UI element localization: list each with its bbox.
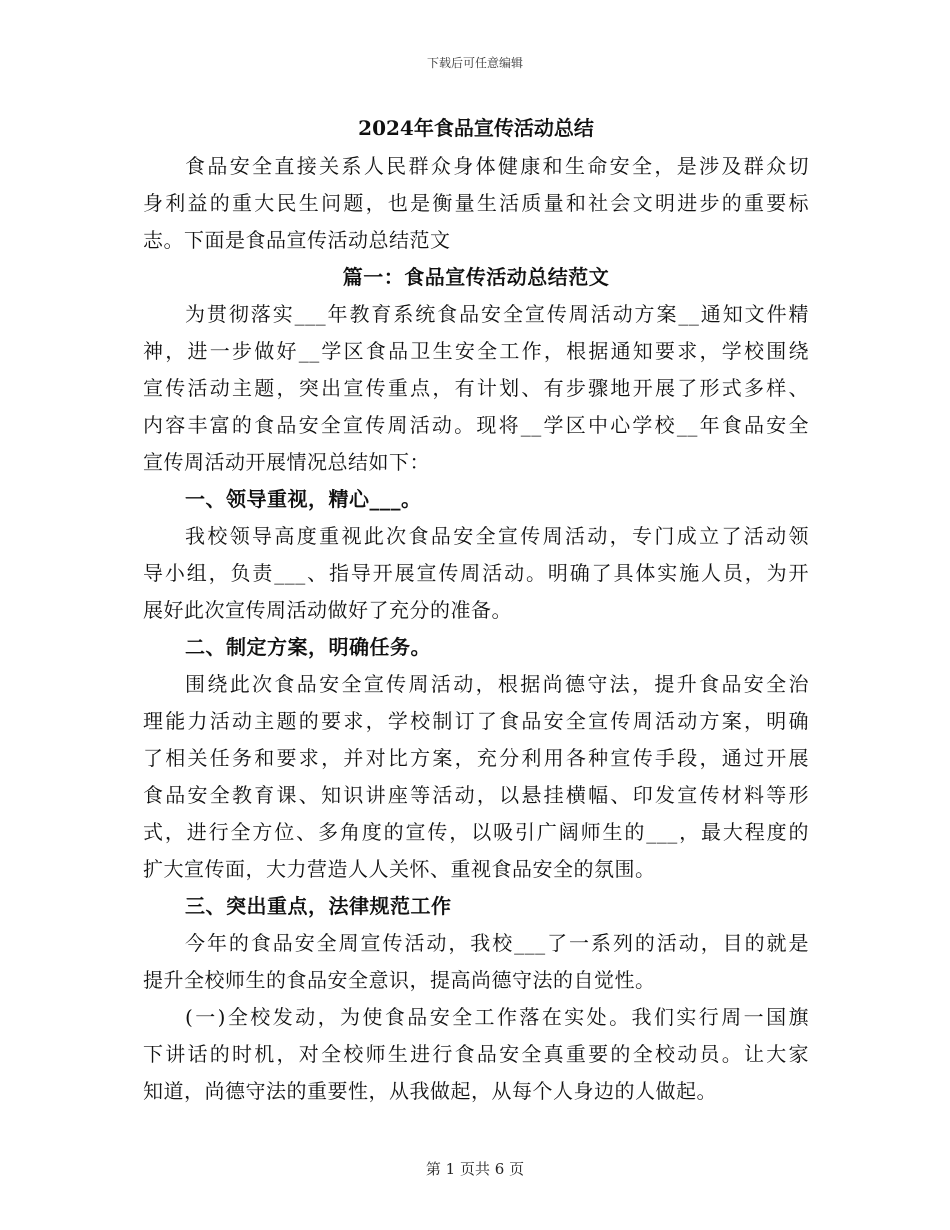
text-line: 了相关任务和要求，并对比方案，充分利用各种宣传手段，通过开展 <box>143 746 809 770</box>
paragraph-5 <box>143 999 809 1110</box>
text-line: 扩大宣传面，大力营造人人关怀、重视食品安全的氛围。 <box>143 857 656 881</box>
text-line: 理能力活动主题的要求，学校制订了食品安全宣传周活动方案，明确 <box>143 709 809 733</box>
text-line: 展好此次宣传周活动做好了充分的准备。 <box>143 598 512 622</box>
text-line: 神，进一步做好__学区食品卫生安全工作，根据通知要求，学校围绕 <box>143 339 809 363</box>
text-line: 为贯彻落实___年教育系统食品安全宣传周活动方案__通知文件精 <box>185 302 809 326</box>
text-line: 知道，尚德守法的重要性，从我做起，从每个人身边的人做起。 <box>143 1079 717 1103</box>
text-line: 导小组，负责___、指导开展宣传周活动。明确了具体实施人员，为开 <box>143 561 809 585</box>
text-line: 下讲话的时机，对全校师生进行食品安全真重要的全校动员。让大家 <box>143 1042 809 1066</box>
text-line: 今年的食品安全周宣传活动，我校___了一系列的活动，目的就是 <box>185 931 809 955</box>
text-line: 内容丰富的食品安全宣传周活动。现将__学区中心学校__年食品安全 <box>143 413 809 437</box>
text-line: 食品安全直接关系人民群众身体健康和生命安全，是涉及群众切 <box>185 154 809 178</box>
heading-3: 三、突出重点，法律规范工作 <box>185 894 452 918</box>
text-line: 志。下面是食品宣传活动总结范文 <box>143 228 451 252</box>
text-line: 式，进行全方位、多角度的宣传，以吸引广阔师生的___，最大程度的 <box>143 820 809 844</box>
heading-1: 一、领导重视，精心___。 <box>185 487 422 511</box>
paragraph-4 <box>143 925 809 999</box>
text-line: 身利益的重大民生问题，也是衡量生活质量和社会文明进步的重要标 <box>143 191 809 215</box>
section-title: 篇一：食品宣传活动总结范文 <box>342 265 610 289</box>
document-title: 2024年食品宣传活动总结 <box>358 116 594 140</box>
text-line: 食品安全教育课、知识讲座等活动，以悬挂横幅、印发宣传材料等形 <box>143 783 809 807</box>
page-footer-page-number: 第 1 页共 6 页 <box>425 1160 525 1178</box>
text-line: 围绕此次食品安全宣传周活动，根据尚德守法，提升食品安全治 <box>185 672 809 696</box>
text-line: 提升全校师生的食品安全意识，提高尚德守法的自觉性。 <box>143 968 656 992</box>
paragraph-2 <box>143 518 809 629</box>
text-line: (一)全校发动，为使食品安全工作落在实处。我们实行周一国旗 <box>185 1005 809 1029</box>
paragraph-3 <box>143 666 809 888</box>
heading-2: 二、制定方案，明确任务。 <box>185 635 431 659</box>
page-header-note: 下载后可任意编辑 <box>426 56 523 70</box>
document-body <box>143 108 809 1110</box>
text-line: 宣传周活动开展情况总结如下： <box>143 450 430 474</box>
text-line: 宣传活动主题，突出宣传重点，有计划、有步骤地开展了形式多样、 <box>143 376 809 400</box>
intro-paragraph <box>143 148 809 259</box>
paragraph-1 <box>143 296 809 481</box>
text-line: 我校领导高度重视此次食品安全宣传周活动，专门成立了活动领 <box>185 524 809 548</box>
